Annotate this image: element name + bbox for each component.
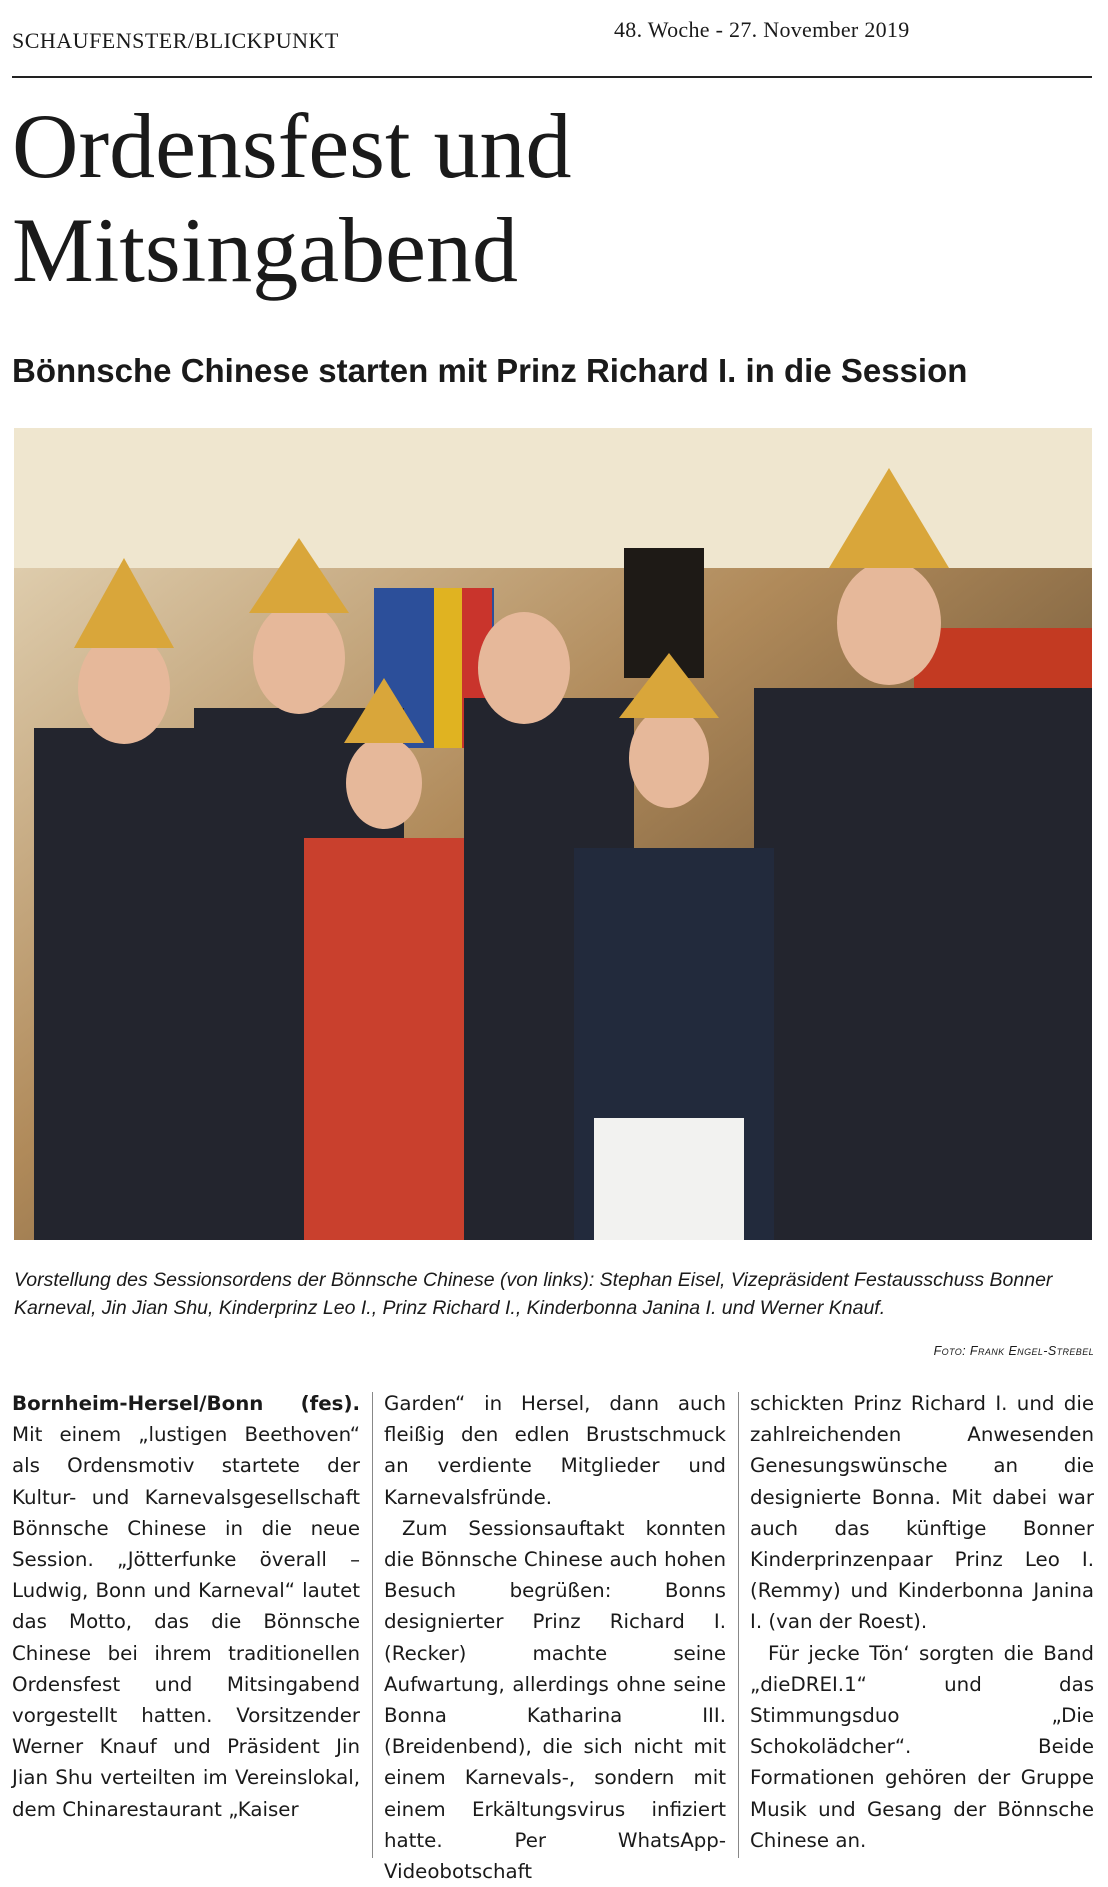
article-column-1 bbox=[12, 1388, 360, 1825]
group-photo-illustration bbox=[14, 428, 1092, 1240]
headline-line-1: Ordensfest und bbox=[12, 95, 572, 197]
column-3-paragraph-1: schickten Prinz Richard I. und die zahlreichenden Anwesenden Genesungswünsche an die designierte Bonna. Mit dabei war auch das künftige Bonner Kinderprinzenpaar Prinz Leo I. (Remmy) und Kinderbonna Janina I. (van der Roest). bbox=[750, 1392, 1094, 1634]
headline-line-2: Mitsingabend bbox=[12, 199, 518, 301]
column-divider bbox=[372, 1392, 373, 1858]
column-1-text: Mit einem „lustigen Beethoven“ als Ordensmotiv startete der Kultur- und Karnevalsgesellschaft Bönnsche Chinese in die neue Session. „Jötterfunke överall – Ludwig, Bonn und Karneval“ lautet das Motto, das die Bönnsche Chinese bei ihrem traditionellen Ordensfest und Mitsingabend vorgestellt hatten. Vorsitzender Werner Knauf und Präsident Jin Jian Shu verteilten im Vereinslokal, dem Chinarestaurant „Kaiser bbox=[12, 1423, 360, 1821]
dateline: Bornheim-Hersel/Bonn (fes). bbox=[12, 1392, 360, 1415]
headline bbox=[12, 94, 1092, 302]
column-2-paragraph-1: Garden“ in Hersel, dann auch fleißig den edlen Brustschmuck an verdiente Mitglieder und Karnevalsfründe. bbox=[384, 1392, 726, 1509]
column-3-paragraph-2: Für jecke Tön‘ sorgten die Band „dieDREI.1“ und das Stimmungsduo „Die Schokolädcher“. Beide Formationen gehören der Gruppe Musik und Gesang der Bönnsche Chinese an. bbox=[750, 1641, 1094, 1852]
issue-date: 48. Woche - 27. November 2019 bbox=[614, 17, 910, 42]
column-2-paragraph-2: Zum Sessionsauftakt konnten die Bönnsche Chinese auch hohen Besuch begrüßen: Bonns designierter Prinz Richard I. (Recker) machte seine Aufwartung, allerdings ohne seine Bonna Katharina III. (Breidenbend), die sich nicht mit einem Karnevals-, sondern mit einem Erkältungsvirus infiziert hatte. Per WhatsApp-Videobotschaft bbox=[384, 1516, 726, 1884]
subtitle: Bönnsche Chinese starten mit Prinz Richard I. in die Session bbox=[12, 352, 968, 389]
photo-credit: Foto: Frank Engel-Strebel bbox=[933, 1344, 1094, 1358]
article-column-3 bbox=[750, 1388, 1094, 1856]
photo-caption: Vorstellung des Sessionsordens der Bönnsche Chinese (von links): Stephan Eisel, Vizepräsident Festausschuss Bonner Karneval, Jin Jian Shu, Kinderprinz Leo I., Prinz Richard I., Kinderbonna Janina I. und Werner Knauf. bbox=[14, 1269, 1053, 1319]
header-rule bbox=[12, 76, 1092, 78]
section-label: SCHAUFENSTER/BLICKPUNKT bbox=[12, 28, 339, 53]
column-divider bbox=[738, 1392, 739, 1858]
article-photo bbox=[14, 428, 1092, 1240]
article-column-2 bbox=[384, 1388, 726, 1887]
